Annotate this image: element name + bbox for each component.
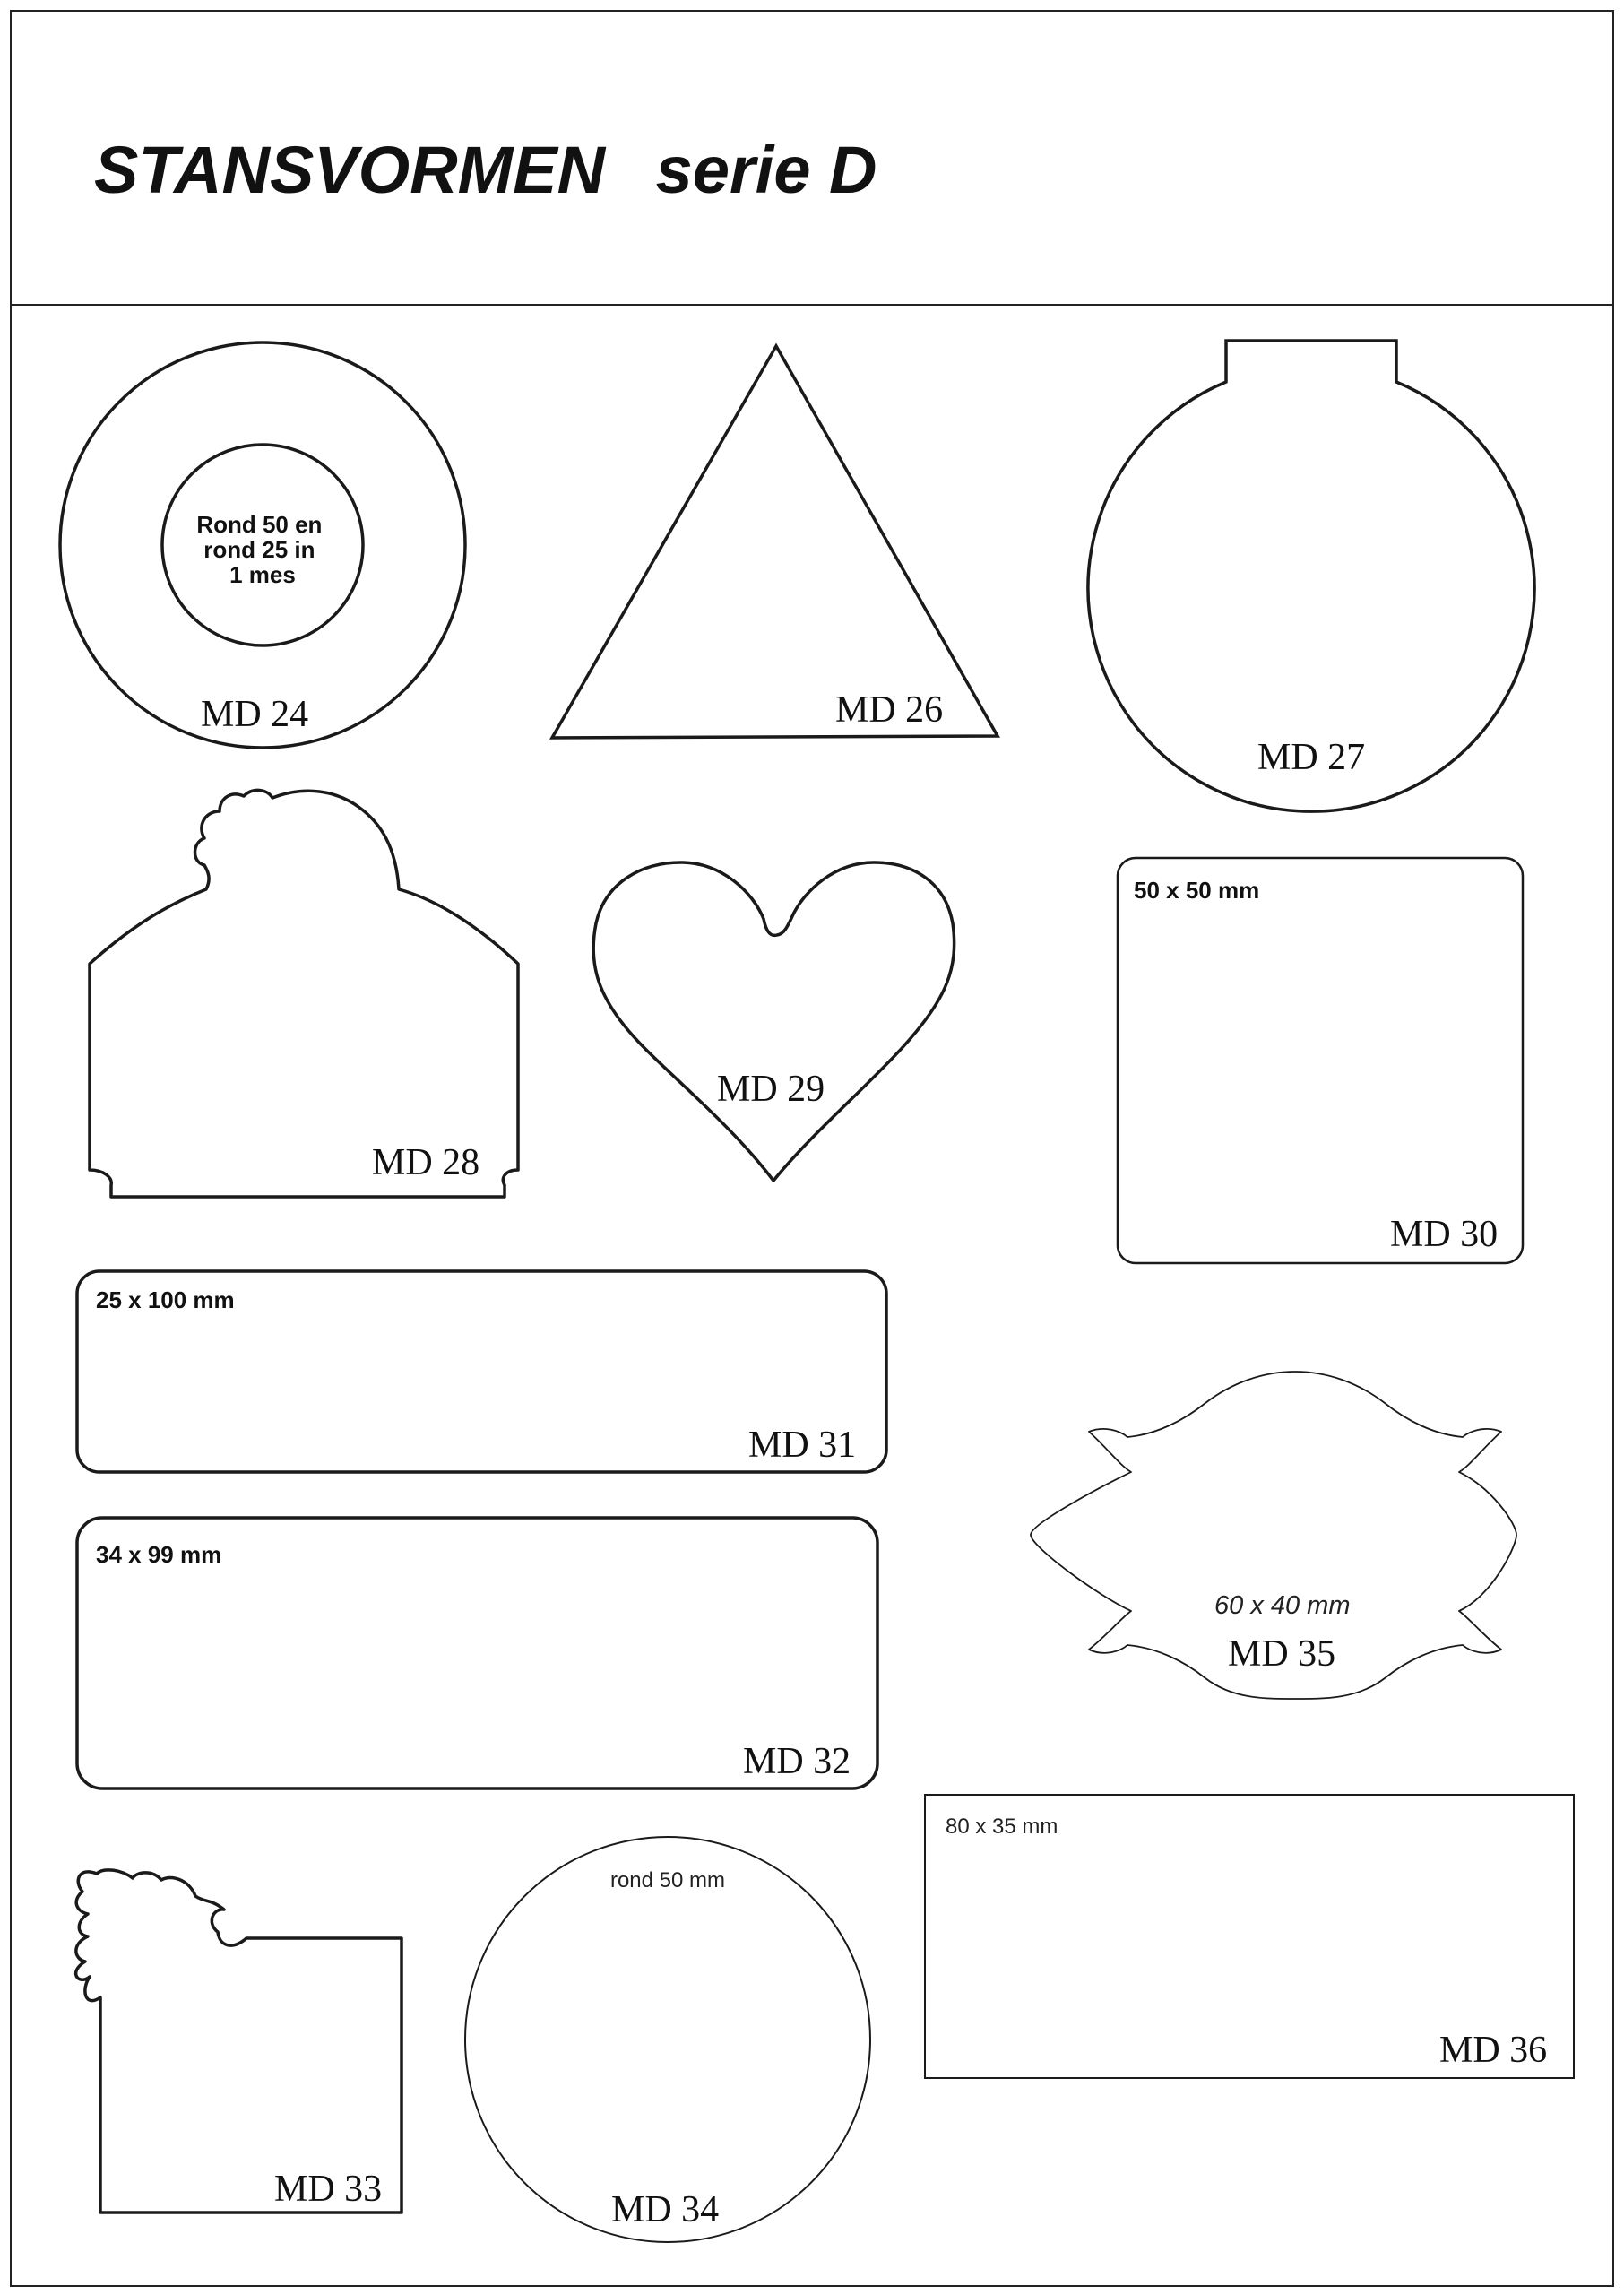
shape-md34 xyxy=(465,1837,870,2242)
shape-md26 xyxy=(552,346,998,738)
md31-label: MD 31 xyxy=(748,1425,857,1466)
shape-md31 xyxy=(77,1271,886,1472)
shape-md32 xyxy=(77,1518,877,1788)
md34-dimension: rond 50 mm xyxy=(609,1868,726,1892)
page-border xyxy=(11,11,1613,2286)
md28-label: MD 28 xyxy=(372,1142,480,1183)
md24-label: MD 24 xyxy=(201,694,309,735)
shape-md24 xyxy=(60,342,465,748)
md35-dimension: 60 x 40 mm xyxy=(1214,1591,1351,1620)
md33-label: MD 33 xyxy=(274,2169,383,2210)
svg-text:Rond 50 en rond 25 in xyxy=(196,511,328,588)
md31-dimension: 25 x 100 mm xyxy=(96,1286,235,1313)
md24-note-line3: 1 mes xyxy=(229,561,296,588)
shape-md33 xyxy=(76,1870,402,2213)
md36-dimension: 80 x 35 mm xyxy=(946,1814,1058,1839)
shape-md35 xyxy=(1031,1372,1516,1699)
md24-note-line2: rond 25 in xyxy=(203,536,315,563)
shape-md30 xyxy=(1118,858,1523,1263)
md32-label: MD 32 xyxy=(743,1741,851,1782)
md27-label: MD 27 xyxy=(1257,737,1366,778)
md29-label: MD 29 xyxy=(717,1069,825,1110)
md30-dimension: 50 x 50 mm xyxy=(1134,877,1260,904)
md32-dimension: 34 x 99 mm xyxy=(96,1541,222,1568)
page-title xyxy=(94,133,877,207)
md34-label: MD 34 xyxy=(611,2189,720,2230)
md36-label: MD 36 xyxy=(1439,2030,1548,2071)
title-series: serie D xyxy=(655,133,877,207)
md35-label: MD 35 xyxy=(1228,1633,1336,1675)
md26-label: MD 26 xyxy=(835,689,944,731)
shape-md29 xyxy=(593,862,955,1181)
shape-md27 xyxy=(1088,341,1534,811)
md24-note-line1: Rond 50 en xyxy=(196,511,323,538)
md30-label: MD 30 xyxy=(1390,1214,1499,1255)
shape-md36 xyxy=(925,1795,1574,2078)
title-main: STANSVORMEN xyxy=(94,133,606,207)
shape-md28 xyxy=(90,790,518,1197)
